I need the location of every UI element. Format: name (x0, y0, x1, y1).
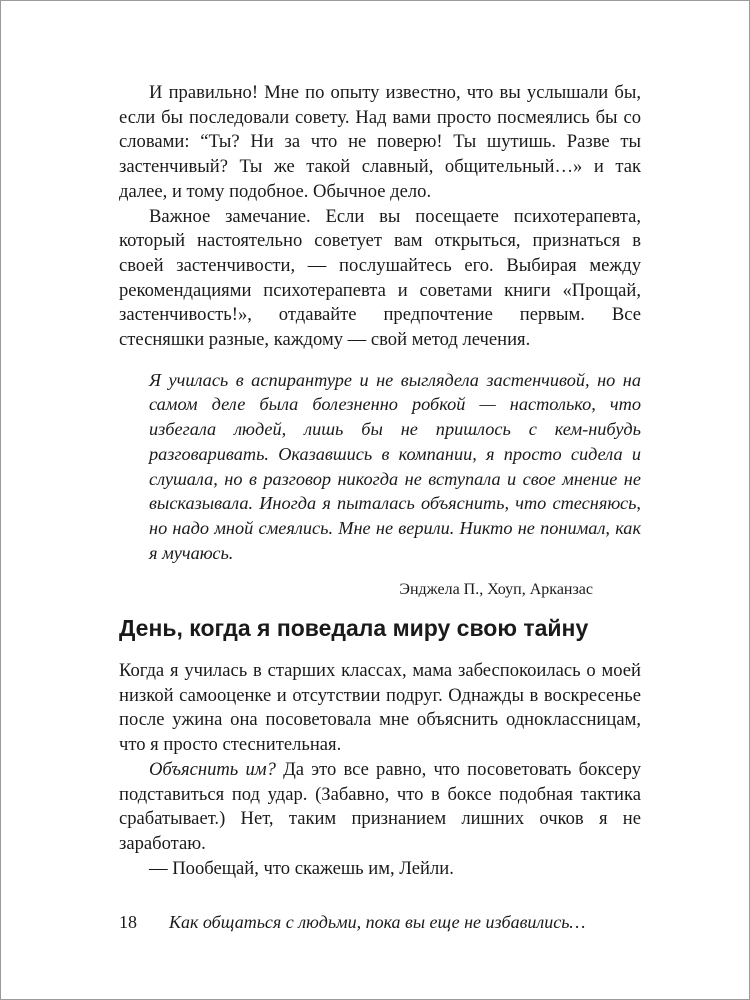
paragraph-reaction: И правильно! Мне по опыту известно, что вы услышали бы, если бы последовали совету. Над вами просто посмеялись бы со словами: “Ты? Ни за что не поверю! Ты шутишь. Разве ты застенчивый? Ты же такой славный, общительный…» и так далее, и тому подобное. Обычное дело. (119, 82, 641, 202)
quote-attribution: Энджела П., Хоуп, Арканзас (399, 581, 593, 599)
paragraph-important-note: Важное замечание. Если вы посещаете психотерапевта, который настоятельно советует вам открыться, признаться в своей застенчивости, — послушайтесь его. Выбирая между рекомендациями психотерапевта и советами книги «Прощай, застенчивость!», отдавайте предпочтение первым. Все стесняшки разные, каждому — свой метод лечения. (119, 205, 641, 351)
section-heading: День, когда я поведала миру свою тайну (119, 615, 589, 641)
paragraph-dialogue: — Пообещай, что скажешь им, Лейли. (149, 857, 454, 879)
section-text-block (119, 659, 641, 881)
paragraph-school: Когда я училась в старших классах, мама забеспокоилась о моей низкой самооценке и отсутствии подруг. Однажды в воскресенье после ужина она посоветовала мне объяснить одноклассницам, что я просто стеснительная. (119, 660, 641, 756)
reader-quote: Я училась в аспирантуре и не выглядела застенчивой, но на самом деле была болезненно робкой — настолько, что избегала людей, лишь бы не пришлось с кем-нибудь разговаривать. Оказавшись в компании, я просто сидела и слушала, но в разговор никогда не вступала и свое мнение не высказывала. Иногда я пыталась объяснить, что стесняюсь, но надо мной смеялись. Мне не верили. Никто не понимал, как я мучаюсь. (149, 369, 641, 563)
page-number: 18 (119, 912, 137, 932)
page-footer (119, 910, 659, 934)
paragraph-explain-rest: Да это все равно, что посоветовать боксеру подставиться под удар. (Забавно, что в боксе подобная тактика срабатывает.) Нет, таким признанием лишних очков я не заработаю. (119, 758, 641, 854)
top-text-block (119, 81, 641, 601)
paragraph-explain (119, 758, 641, 857)
running-title: Как общаться с людьми, пока вы еще не избавились… (169, 912, 586, 932)
emphasis-text: Объяснить им? (149, 758, 276, 780)
